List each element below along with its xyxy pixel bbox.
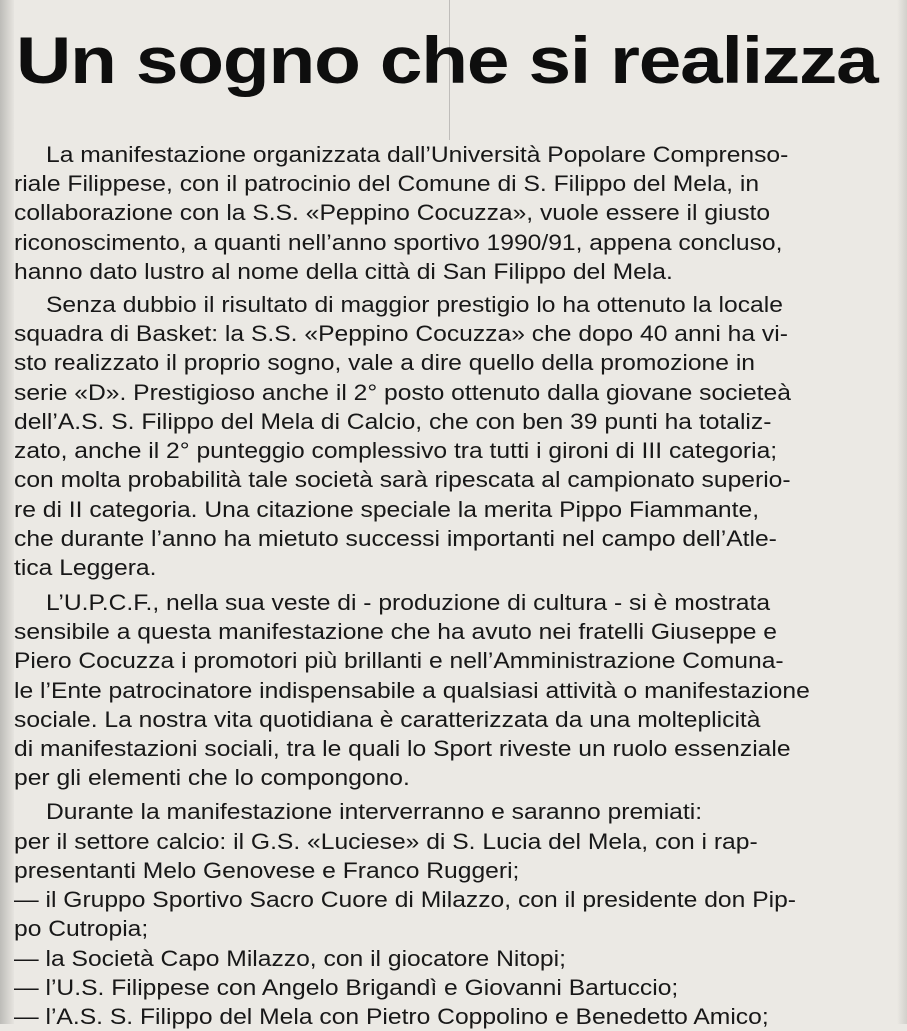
text-line: riale Filippese, con il patrocinio del Comune di S. Filippo del Mela, in bbox=[14, 171, 760, 196]
text-line: sensibile a questa manifestazione che ha avuto nei fratelli Giuseppe e bbox=[14, 619, 777, 644]
text-line: hanno dato lustro al nome della città di San Filippo del Mela. bbox=[14, 259, 673, 284]
text-line: collaborazione con la S.S. «Peppino Cocuzza», vuole essere il giusto bbox=[14, 200, 771, 225]
text-line: per il settore calcio: il G.S. «Luciese» di S. Lucia del Mela, con i rap- bbox=[14, 829, 758, 854]
text-line: — il Gruppo Sportivo Sacro Cuore di Milazzo, con il presidente don Pip- bbox=[14, 887, 797, 912]
text-line: serie «D». Prestigioso anche il 2° posto ottenuto dalla giovane societeà bbox=[14, 380, 791, 405]
scan-edge-left bbox=[0, 0, 14, 1024]
text-line: squadra di Basket: la S.S. «Peppino Cocuzza» che dopo 40 anni ha vi- bbox=[14, 321, 788, 346]
text-line: L’U.P.C.F., nella sua veste di - produzione di cultura - si è mostrata bbox=[46, 590, 771, 615]
text-line: — la Società Capo Milazzo, con il giocatore Nitopi; bbox=[14, 946, 566, 971]
text-line: riconoscimento, a quanti nell’anno sportivo 1990/91, appena concluso, bbox=[14, 230, 783, 255]
text-line: con molta probabilità tale società sarà ripescata al campionato superio- bbox=[14, 467, 791, 492]
text-line: le l’Ente patrocinatore indispensabile a qualsiasi attività o manifestazione bbox=[14, 678, 810, 703]
text-line: Senza dubbio il risultato di maggior prestigio lo ha ottenuto la locale bbox=[46, 292, 783, 317]
scan-edge-right bbox=[897, 0, 907, 1024]
text-line: presentanti Melo Genovese e Franco Ruggeri; bbox=[14, 858, 520, 883]
text-line: — l’U.S. Filippese con Angelo Brigandì e Giovanni Bartuccio; bbox=[14, 975, 679, 1000]
text-line: sto realizzato il proprio sogno, vale a dire quello della promozione in bbox=[14, 350, 756, 375]
text-line: sociale. La nostra vita quotidiana è caratterizzata da una molteplicità bbox=[14, 707, 761, 732]
text-line: dell’A.S. S. Filippo del Mela di Calcio, che con ben 39 punti ha totaliz- bbox=[14, 409, 772, 434]
text-line: che durante l’anno ha mietuto successi importanti nel campo dell’Atle- bbox=[14, 526, 777, 551]
text-line: di manifestazioni sociali, tra le quali lo Sport riveste un ruolo essenziale bbox=[14, 736, 791, 761]
text-line: per gli elementi che lo compongono. bbox=[14, 765, 410, 790]
article-title: Un sogno che si realizza bbox=[16, 23, 878, 97]
text-line: Piero Cocuzza i promotori più brillanti e nell’Amministrazione Comuna- bbox=[14, 648, 784, 673]
text-line: re di II categoria. Una citazione speciale la merita Pippo Fiammante, bbox=[14, 497, 760, 522]
text-line: — l’A.S. S. Filippo del Mela con Pietro Coppolino e Benedetto Amico; bbox=[14, 1004, 769, 1029]
text-line: La manifestazione organizzata dall’Università Popolare Comprenso- bbox=[46, 142, 789, 167]
text-line: tica Leggera. bbox=[14, 555, 157, 580]
text-line: Durante la manifestazione interverranno e saranno premiati: bbox=[46, 799, 703, 824]
text-line: po Cutropia; bbox=[14, 916, 149, 941]
text-line: zato, anche il 2° punteggio complessivo tra tutti i gironi di III categoria; bbox=[14, 438, 778, 463]
